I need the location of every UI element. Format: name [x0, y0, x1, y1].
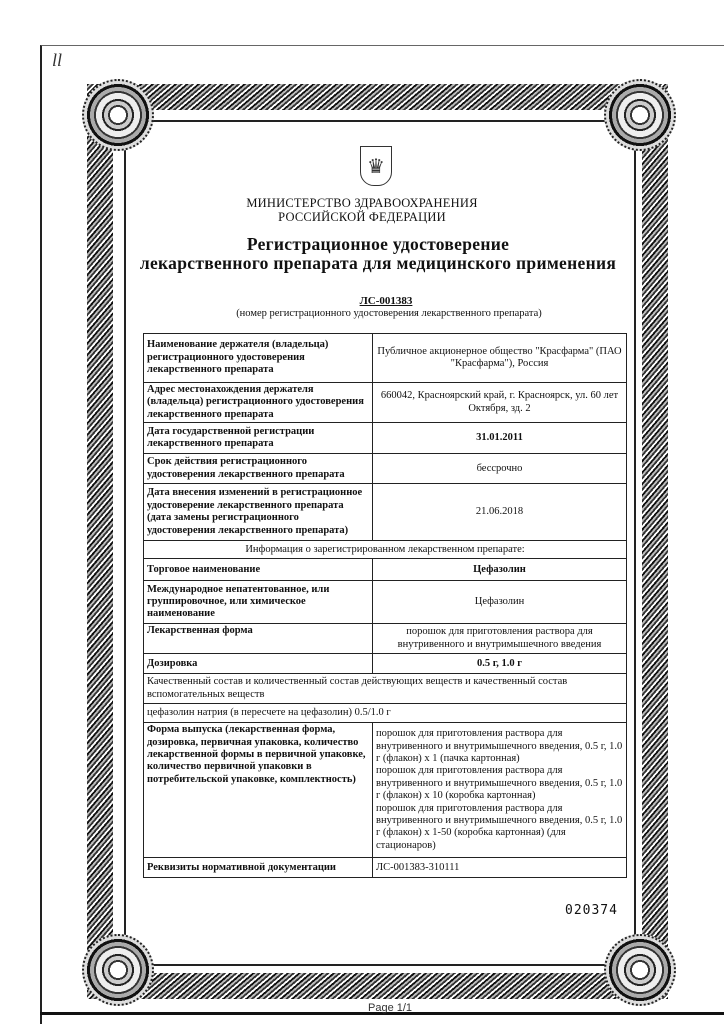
holder-value: Публичное акционерное общество "Красфарма" (ПАО "Красфарма"), Россия: [373, 334, 627, 383]
release-form-label: Форма выпуска (лекарственная форма, дозировка, первичная упаковка, количество лекарственной формы в первичной упаковке, количество первичной упаковки в потребительской упаковке, комплектность): [144, 723, 373, 858]
trade-name-value: Цефазолин: [373, 559, 627, 581]
table-row: [144, 654, 627, 674]
normative-docs-label: Реквизиты нормативной документации: [144, 858, 373, 878]
registration-date-label: Дата государственной регистрации лекарственного препарата: [144, 423, 373, 454]
address-label: Адрес местонахождения держателя (владельца) регистрационного удостоверения лекарственного препарата: [144, 383, 373, 423]
document-title: Регистрационное удостоверение: [246, 234, 510, 254]
document-subtitle: лекарственного препарата для медицинского применения: [139, 253, 617, 273]
release-form-values: [373, 723, 627, 858]
composition-value: цефазолин натрия (в пересчете на цефазолин) 0.5/1.0 г: [144, 704, 627, 723]
table-row: [144, 559, 627, 581]
holder-label: Наименование держателя (владельца) регистрационного удостоверения лекарственного препарата: [144, 334, 373, 383]
rosette-ornament-icon: [604, 934, 676, 1006]
coat-of-arms-icon: ♛: [360, 146, 392, 186]
serial-number: 020374: [565, 903, 618, 918]
change-date-value: 21.06.2018: [373, 484, 627, 541]
table-row: [144, 383, 627, 423]
rosette-ornament-icon: [82, 934, 154, 1006]
table-row: [144, 624, 627, 654]
rosette-ornament-icon: [82, 79, 154, 151]
change-date-label: Дата внесения изменений в регистрационное удостоверение лекарственного препарата (дата замены регистрационного удостоверения лекарственного препарата): [144, 484, 373, 541]
table-row: [144, 581, 627, 624]
table-row: [144, 334, 627, 383]
validity-label: Срок действия регистрационного удостоверения лекарственного препарата: [144, 454, 373, 484]
normative-docs-value: ЛС-001383-310111: [373, 858, 627, 878]
ministry-name: МИНИСТЕРСТВО ЗДРАВООХРАНЕНИЯ: [246, 196, 478, 210]
table-row: [144, 541, 627, 559]
info-section-header: Информация о зарегистрированном лекарственном препарате:: [144, 541, 627, 559]
address-value: 660042, Красноярский край, г. Красноярск, ул. 60 лет Октября, зд. 2: [373, 383, 627, 423]
inn-value: Цефазолин: [373, 581, 627, 624]
validity-value: бессрочно: [373, 454, 627, 484]
release-form-item: порошок для приготовления раствора для внутривенного и внутримышечного введения, 0.5 г, 1.0 г (флакон) х 1-50 (коробка картонная) (для стационаров): [376, 802, 623, 851]
certificate-table: [143, 333, 627, 878]
table-row: [144, 454, 627, 484]
trade-name-label: Торговое наименование: [144, 559, 373, 581]
registration-number-caption: (номер регистрационного удостоверения лекарственного препарата): [236, 308, 542, 319]
table-row: [144, 484, 627, 541]
handwritten-mark: ll: [52, 50, 63, 70]
composition-header: Качественный состав и количественный состав действующих веществ и качественный состав вспомогательных веществ: [144, 674, 627, 704]
rosette-ornament-icon: [604, 79, 676, 151]
dosage-form-value: порошок для приготовления раствора для внутривенного и внутримышечного введения: [373, 624, 627, 654]
dosage-value: 0.5 г, 1.0 г: [373, 654, 627, 674]
ministry-country: РОССИЙСКОЙ ФЕДЕРАЦИИ: [278, 210, 446, 224]
registration-date-value: 31.01.2011: [373, 423, 627, 454]
release-form-item: порошок для приготовления раствора для внутривенного и внутримышечного введения, 0.5 г, 1.0 г (флакон) х 1 (пачка картонная): [376, 728, 623, 764]
page-indicator: Page 1/1: [368, 1002, 413, 1014]
table-row: [144, 858, 627, 878]
registration-number: ЛС-001383: [359, 295, 413, 307]
table-row: [144, 423, 627, 454]
table-row: [144, 723, 627, 858]
table-row: [144, 704, 627, 723]
inn-label: Международное непатентованное, или группировочное, или химическое наименование: [144, 581, 373, 624]
table-row: [144, 674, 627, 704]
dosage-form-label: Лекарственная форма: [144, 624, 373, 654]
release-form-item: порошок для приготовления раствора для внутривенного и внутримышечного введения, 0.5 г, 1.0 г (флакон) х 10 (коробка картонная): [376, 765, 623, 802]
dosage-label: Дозировка: [144, 654, 373, 674]
